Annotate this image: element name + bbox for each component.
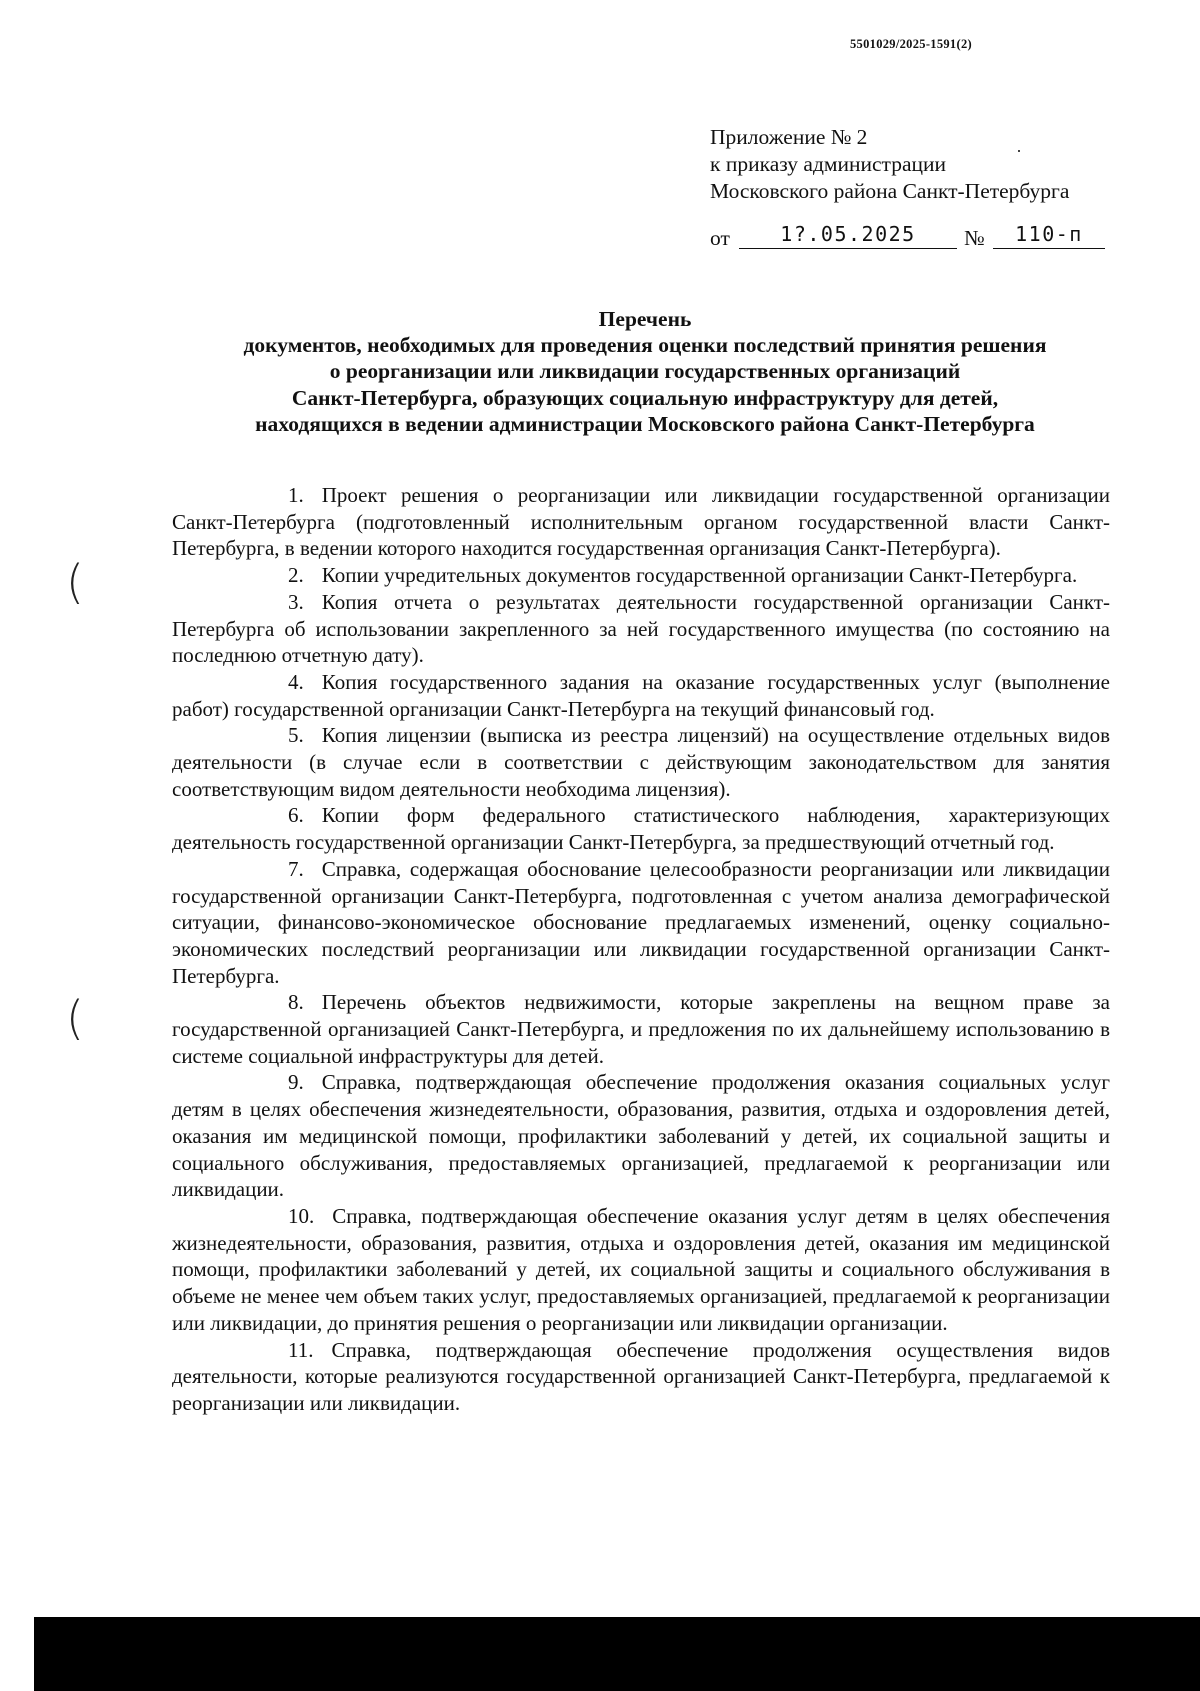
list-item-text: Копия отчета о результатах деятельности государственной организации Санкт-Петербурга об использовании закрепленного за ней государственного имущества (по состоянию на последнюю отчетную дату). bbox=[172, 589, 1110, 668]
list-item bbox=[172, 1069, 1110, 1203]
list-item bbox=[172, 1203, 1110, 1337]
list-item-number: 8. bbox=[288, 990, 304, 1015]
list-item-text: Проект решения о реорганизации или ликвидации государственной организации Санкт-Петербурга (подготовленный исполнительным органом государственной власти Санкт-Петербурга, в ведении которого находится государственная организация Санкт-Петербурга). bbox=[172, 483, 1110, 561]
list-item bbox=[172, 1337, 1110, 1417]
appendix-line-3: Московского района Санкт-Петербурга bbox=[710, 179, 1070, 203]
title-line-2: документов, необходимых для проведения оценки последствий принятия решения bbox=[243, 333, 1047, 358]
list-item-text: Справка, подтверждающая обеспечение продолжения осуществления видов деятельности, которые реализуются государственной организацией Санкт-Петербурга, предлагаемой к реорганизации или ликвидации. bbox=[172, 1337, 1110, 1415]
list-item-number: 1. bbox=[288, 483, 304, 507]
list-item bbox=[172, 722, 1110, 802]
order-reference bbox=[710, 222, 1110, 254]
appendix-line-1: Приложение № 2 bbox=[710, 125, 868, 149]
list-item-number: 6. bbox=[288, 803, 304, 828]
title-line-5: находящихся в ведении администрации Московского района Санкт-Петербурга bbox=[255, 411, 1035, 436]
scan-edge-bar bbox=[34, 1617, 1200, 1691]
list-item-text: Перечень объектов недвижимости, которые закреплены на вещном праве за государственной организацией Санкт-Петербурга, и предложения по их дальнейшему использованию в системе социальной инфраструктуры для детей. bbox=[172, 990, 1110, 1068]
list-item bbox=[172, 802, 1110, 855]
list-item-number: 10. bbox=[288, 1203, 315, 1228]
list-item-text: Копия лицензии (выписка из реестра лицензий) на осуществление отдельных видов деятельности (в случае если в соответствии с действующим законодательством для занятия соответствующим видом деятельности необходима лицензия). bbox=[172, 723, 1110, 801]
list-item-number: 7. bbox=[288, 856, 304, 881]
list-item bbox=[172, 669, 1110, 722]
list-item-text: Копия государственного задания на оказание государственных услуг (выполнение работ) государственной организации Санкт-Петербурга на текущий финансовый год. bbox=[172, 669, 1110, 721]
title-line-4: Санкт-Петербурга, образующих социальную инфраструктуру для детей, bbox=[291, 385, 999, 410]
list-item-text: Копии учредительных документов государственной организации Санкт-Петербурга. bbox=[321, 563, 1078, 588]
order-number-value: 110-п bbox=[993, 222, 1105, 249]
list-item-text: Справка, подтверждающая обеспечение продолжения оказания социальных услуг детям в целях обеспечения жизнедеятельности, образования, развития, отдыха и оздоровления детей, оказания им медицинской помощи, профилактики заболеваний у детей, их социальной защиты и социального обслуживания, предоставляемых организацией, предлагаемой к реорганизации или ликвидации. bbox=[172, 1070, 1110, 1202]
list-item-number: 5. bbox=[288, 723, 304, 748]
list-item-number: 3. bbox=[288, 589, 304, 614]
order-date-label: от bbox=[710, 226, 730, 250]
document-list bbox=[172, 482, 1110, 1417]
list-item-number: 9. bbox=[288, 1070, 304, 1095]
title-line-3: о реорганизации или ликвидации государственных организаций bbox=[329, 359, 961, 384]
list-item bbox=[172, 589, 1110, 669]
binding-hole-mark: ( bbox=[66, 555, 84, 609]
order-date-value: 1?.05.2025 bbox=[739, 222, 957, 249]
list-item-number: 2. bbox=[288, 563, 304, 588]
list-item-text: Копии форм федерального статистического наблюдения, характеризующих деятельность государственной организации Санкт-Петербурга, за предшествующий отчетный год. bbox=[172, 803, 1110, 855]
list-item bbox=[172, 482, 1110, 562]
document-title bbox=[150, 306, 1140, 437]
appendix-block bbox=[710, 124, 1069, 205]
list-item bbox=[172, 562, 1110, 589]
list-item-text: Справка, подтверждающая обеспечение оказания услуг детям в целях обеспечения жизнедеятельности, образования, развития, отдыха и оздоровления детей, оказания им медицинской помощи, профилактики заболеваний у детей, их социальной защиты и социального обслуживания в объеме не менее чем объем таких услуг, предоставляемых организацией, предлагаемой к реорганизации или ликвидации, до принятия решения о реорганизации или ликвидации организации. bbox=[172, 1203, 1110, 1335]
order-number-label: № bbox=[964, 226, 985, 250]
scan-speck bbox=[1018, 150, 1020, 152]
title-line-1: Перечень bbox=[598, 307, 692, 331]
list-item bbox=[172, 856, 1110, 990]
document-code: 5501029/2025-1591(2) bbox=[850, 37, 972, 51]
list-item-text: Справка, содержащая обоснование целесообразности реорганизации или ликвидации государственной организации Санкт-Петербурга, подготовленная с учетом анализа демографической ситуации, финансово-экономическое обоснование предлагаемых изменений, оценку социально-экономических последствий реорганизации или ликвидации государственной организации Санкт-Петербурга. bbox=[172, 856, 1110, 988]
list-item-number: 11. bbox=[288, 1337, 314, 1362]
appendix-line-2: к приказу администрации bbox=[710, 152, 947, 176]
list-item-number: 4. bbox=[288, 669, 304, 694]
binding-hole-mark: ( bbox=[66, 991, 84, 1045]
list-item bbox=[172, 989, 1110, 1069]
